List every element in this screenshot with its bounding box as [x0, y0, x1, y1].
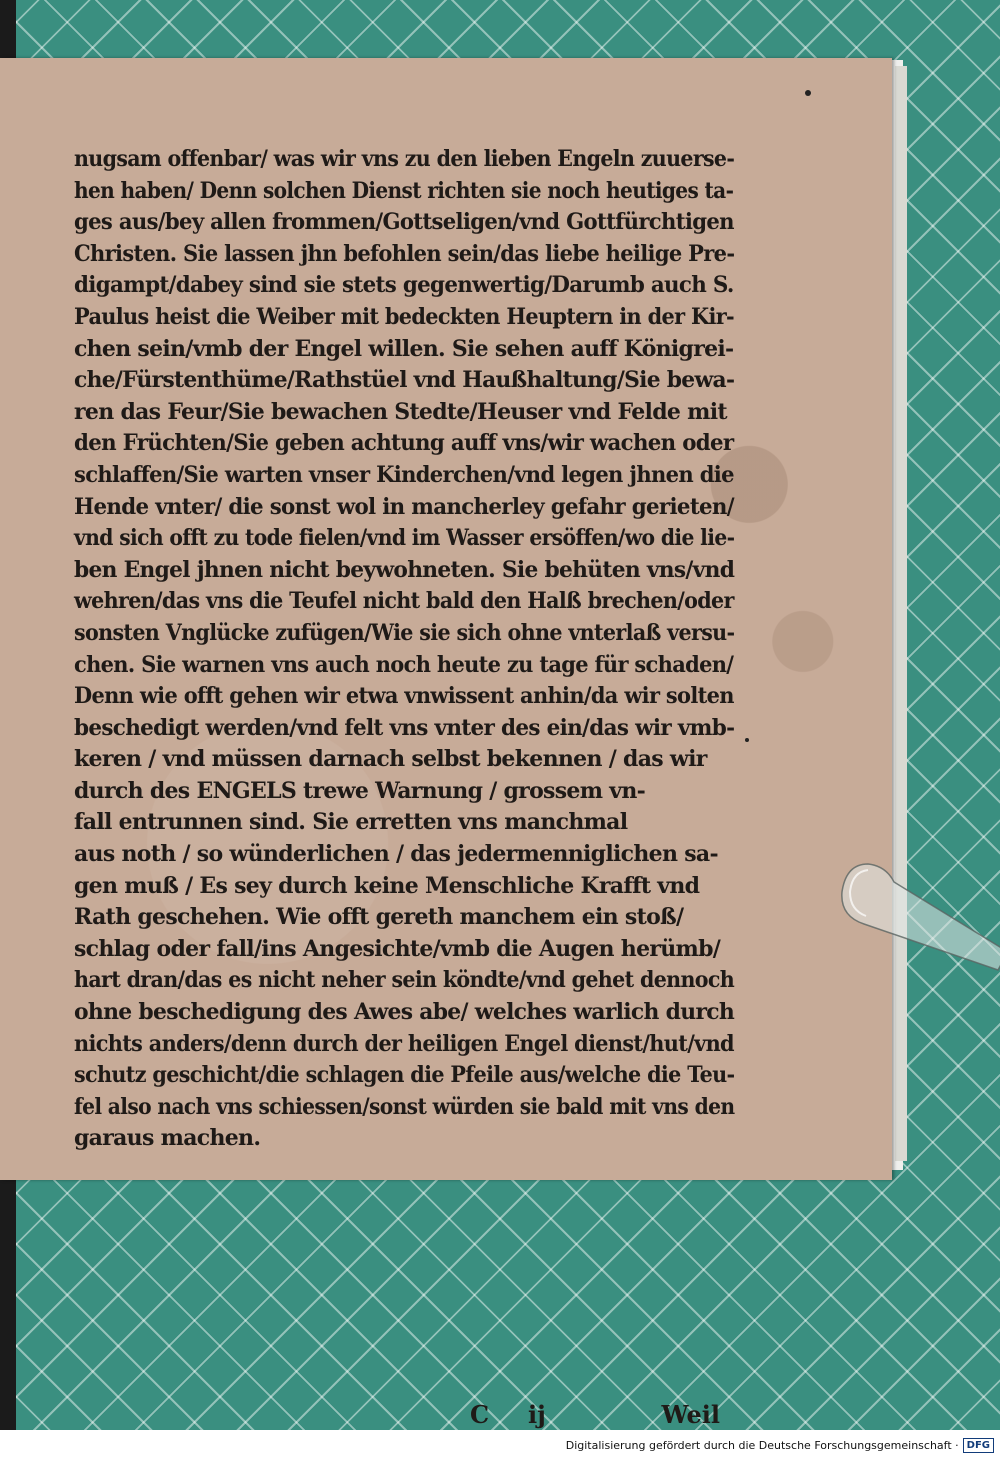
- text-line: schlag oder fall/ins Angesichte/vmb die Augen herümb/: [74, 935, 721, 962]
- text-line: chen sein/vmb der Engel willen. Sie sehen auff Königrei-: [74, 335, 734, 362]
- book-page: [0, 58, 892, 1180]
- text-line: ben Engel jhnen nicht beywohneten. Sie behüten vns/vnd: [74, 556, 735, 583]
- text-line: durch des ENGELS trewe Warnung / grossem vn-: [74, 777, 646, 804]
- text-line: garaus machen.: [74, 1125, 261, 1152]
- text-line: ges aus/bey allen frommen/Gottseligen/vnd Gottfürchtigen: [74, 209, 734, 236]
- text-line: fel also nach vns schiessen/sonst würden sie bald mit vns den: [74, 1093, 735, 1120]
- text-line: Paulus heist die Weiber mit bedeckten Heuptern in der Kir-: [74, 303, 734, 330]
- page-mark-dot: [805, 90, 811, 96]
- text-line: fall entrunnen sind. Sie erretten vns manchmal: [74, 809, 628, 836]
- text-line: beschedigt werden/vnd felt vns vnter des ein/das wir vmb-: [74, 714, 735, 741]
- text-line: Denn wie offt gehen wir etwa vnwissent anhin/da wir solten: [74, 683, 734, 710]
- text-line: vnd sich offt zu tode fielen/vnd im Wasser ersöffen/wo die lie-: [74, 525, 735, 552]
- text-line: Rath geschehen. Wie offt gereth manchem ein stoß/: [74, 904, 684, 931]
- text-line: hen haben/ Denn solchen Dienst richten sie noch heutiges ta-: [74, 177, 734, 204]
- text-line: che/Fürstenthüme/Rathstüel vnd Haußhaltung/Sie bewa-: [74, 367, 735, 394]
- text-line: schlaffen/Sie warten vnser Kinderchen/vnd legen jhnen die: [74, 461, 734, 488]
- text-line: ohne beschedigung des Awes abe/ welches warlich durch: [74, 999, 735, 1026]
- text-line: keren / vnd müssen darnach selbst bekennen / das wir: [74, 746, 707, 773]
- signature-line: [470, 1400, 720, 1434]
- text-line: nichts anders/denn durch der heiligen Engel dienst/hut/vnd: [74, 1030, 734, 1057]
- signature-mark: C: [470, 1400, 490, 1429]
- dfg-logo: DFG: [963, 1438, 994, 1453]
- text-line: gen muß / Es sey durch keine Menschliche Krafft vnd: [74, 872, 700, 899]
- signature-number: ij: [528, 1400, 546, 1429]
- text-line: aus noth / so wünderlichen / das jedermenniglichen sa-: [74, 841, 718, 868]
- text-line: den Früchten/Sie geben achtung auff vns/wir wachen oder: [74, 430, 734, 457]
- text-line: digampt/dabey sind sie stets gegenwertig/Darumb auch S.: [74, 272, 734, 299]
- margin-mark-dot: [745, 738, 749, 742]
- glass-page-weight: [838, 862, 1000, 974]
- text-line: chen. Sie warnen vns auch noch heute zu tage für schaden/: [74, 651, 734, 678]
- text-line: schutz geschicht/die schlagen die Pfeile aus/welche die Teu-: [74, 1062, 735, 1089]
- page-body-text: [74, 144, 735, 1155]
- text-line: wehren/das vns die Teufel nicht bald den Halß brechen/oder: [74, 588, 734, 615]
- text-line: hart dran/das es nicht neher sein köndte/vnd gehet dennoch: [74, 967, 735, 994]
- catchword: Weil: [661, 1400, 720, 1429]
- text-line: nugsam offenbar/ was wir vns zu den lieben Engeln zuuerse-: [74, 146, 735, 172]
- text-line: Christen. Sie lassen jhn befohlen sein/das liebe heilige Pre-: [74, 240, 735, 267]
- digitization-credit: [566, 1437, 994, 1453]
- text-line: ren das Feur/Sie bewachen Stedte/Heuser vnd Felde mit: [74, 398, 727, 425]
- text-line: Hende vnter/ die sonst wol in mancherley gefahr gerieten/: [74, 493, 734, 520]
- underlying-sheet-shadow: [895, 66, 907, 1161]
- text-line: sonsten Vnglücke zufügen/Wie sie sich ohne vnterlaß versu-: [74, 619, 735, 646]
- credit-text: Digitalisierung gefördert durch die Deutsche Forschungsgemeinschaft ·: [565, 1438, 959, 1452]
